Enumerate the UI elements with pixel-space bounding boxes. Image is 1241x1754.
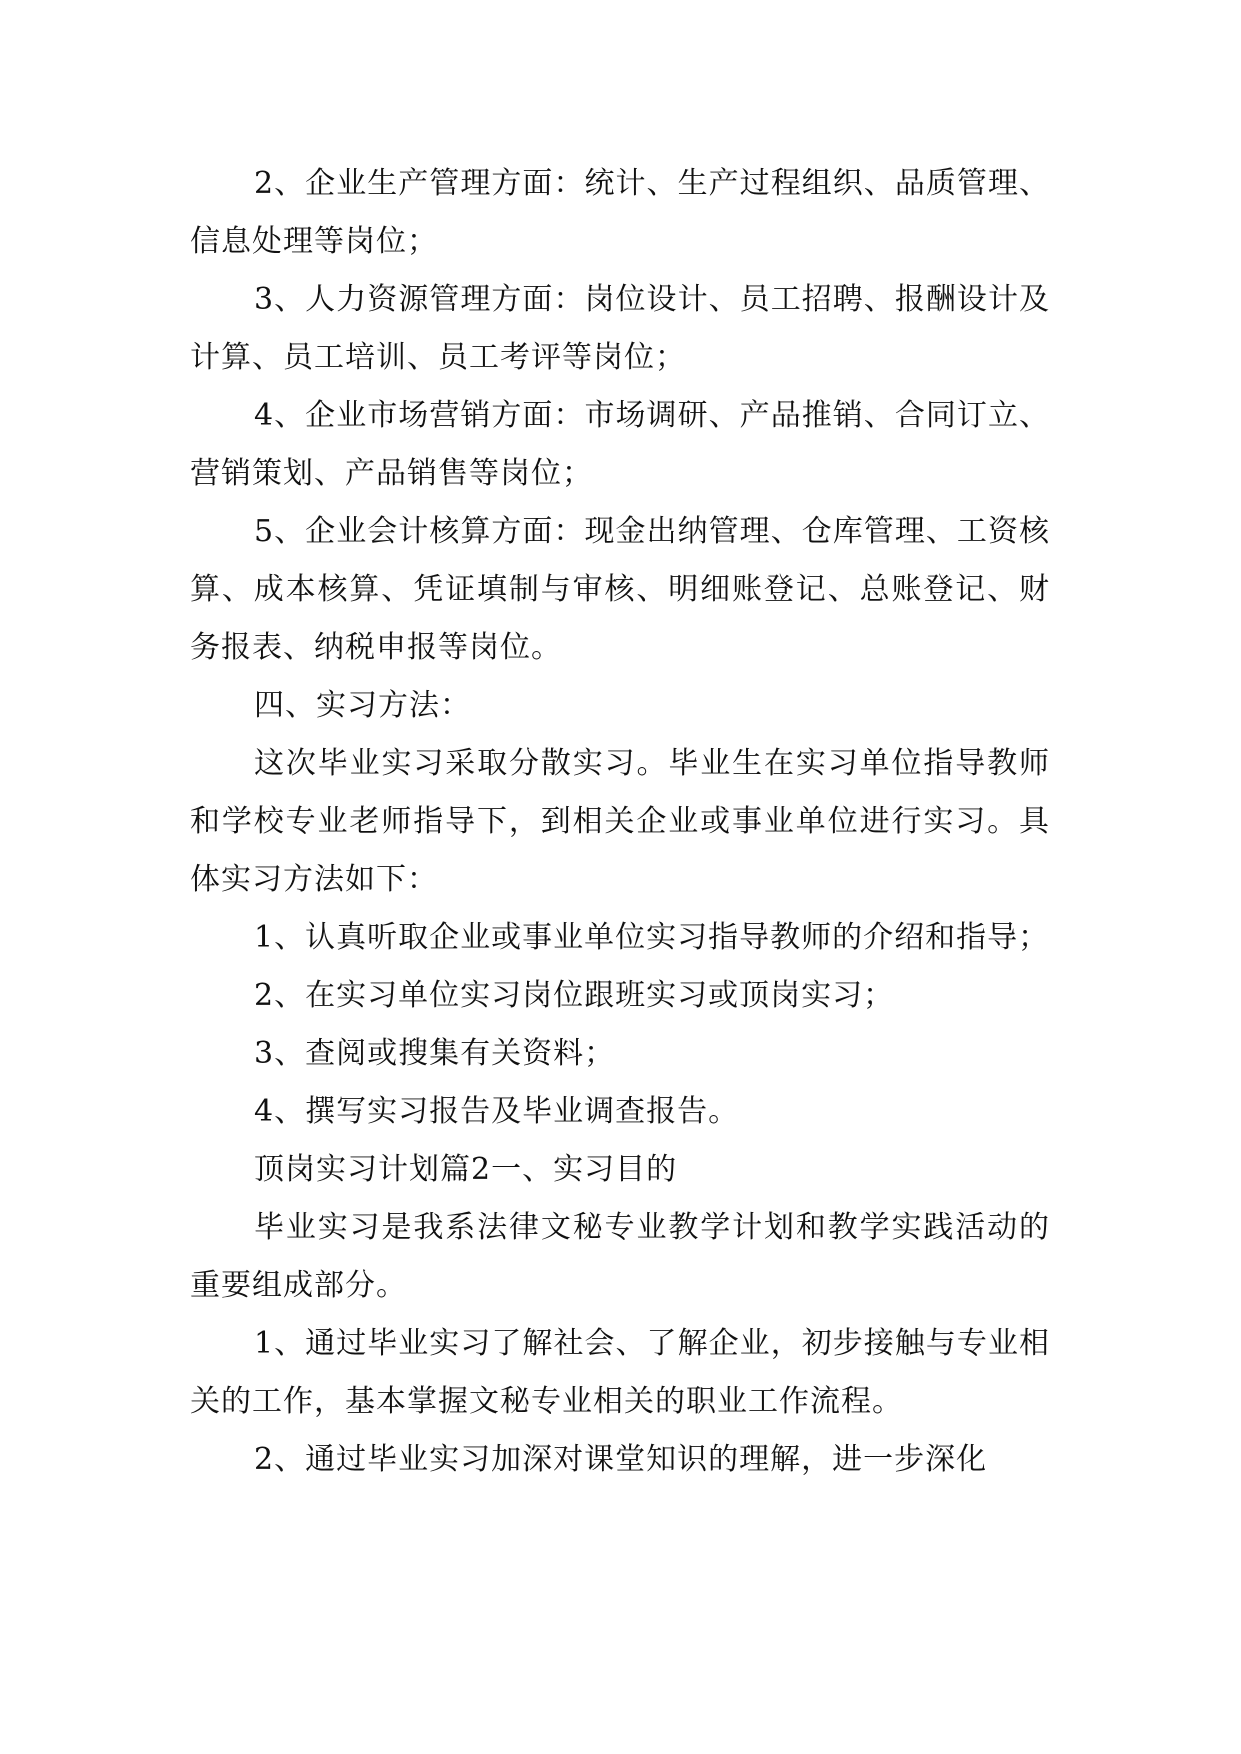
list-item-method-2: 2、在实习单位实习岗位跟班实习或顶岗实习；	[254, 978, 895, 1013]
list-item-purpose-1: 1、通过毕业实习了解社会、了解企业，初步接触与专业相关的工作，基本掌握文秘专业相关的职业工作流程。	[190, 1326, 1050, 1419]
section-heading-methods: 四、实习方法：	[254, 688, 471, 723]
paragraph-production-management: 2、企业生产管理方面：统计、生产过程组织、品质管理、信息处理等岗位；	[190, 166, 1050, 259]
paragraph-marketing: 4、企业市场营销方面：市场调研、产品推销、合同订立、营销策划、产品销售等岗位；	[190, 398, 1050, 491]
list-item-method-4: 4、撰写实习报告及毕业调查报告。	[254, 1094, 740, 1129]
list-item-method-1: 1、认真听取企业或事业单位实习指导教师的介绍和指导；	[254, 920, 1050, 955]
paragraph-human-resources: 3、人力资源管理方面：岗位设计、员工招聘、报酬设计及计算、员工培训、员工考评等岗位；	[190, 282, 1050, 375]
paragraph-purpose-intro: 毕业实习是我系法律文秘专业教学计划和教学实践活动的重要组成部分。	[190, 1210, 1050, 1303]
paragraph-methods-intro: 这次毕业实习采取分散实习。毕业生在实习单位指导教师和学校专业老师指导下，到相关企业或事业单位进行实习。具体实习方法如下：	[190, 746, 1050, 897]
list-item-purpose-2: 2、通过毕业实习加深对课堂知识的理解，进一步深化	[254, 1442, 988, 1477]
list-item-method-3: 3、查阅或搜集有关资料；	[254, 1036, 616, 1071]
section-heading-plan-2: 顶岗实习计划篇2一、实习目的	[254, 1152, 678, 1187]
document-body	[190, 155, 1050, 1489]
paragraph-accounting: 5、企业会计核算方面：现金出纳管理、仓库管理、工资核算、成本核算、凭证填制与审核、明细账登记、总账登记、财务报表、纳税申报等岗位。	[190, 514, 1050, 665]
